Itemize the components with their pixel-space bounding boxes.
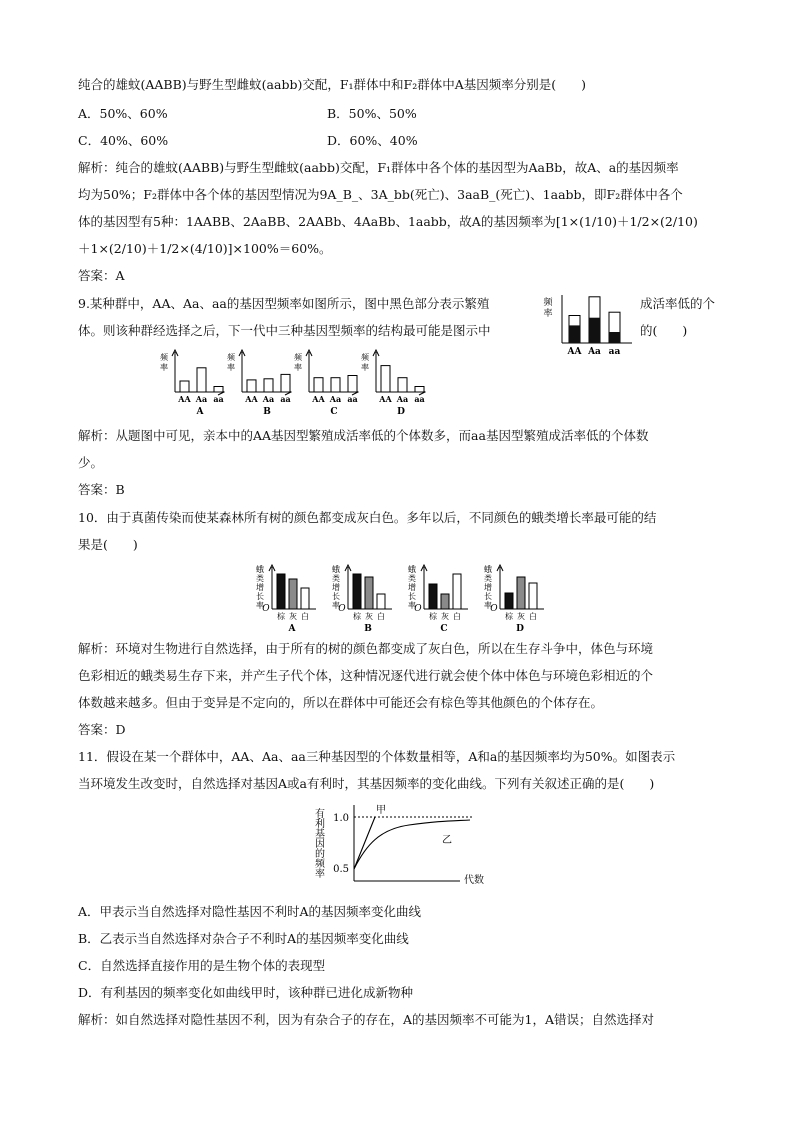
tick-label: 白 bbox=[301, 612, 309, 621]
curve-yi-label: 乙 bbox=[442, 835, 452, 846]
chart-label: A bbox=[288, 624, 296, 634]
bar-白 bbox=[377, 594, 385, 609]
y-axis-label: 率 bbox=[543, 309, 553, 319]
q9-stem-line1a: 9.某种群中，AA、Aa、aa的基因型频率如图所示，图中黑色部分表示繁殖 bbox=[78, 296, 490, 311]
y-axis-label: 率 bbox=[484, 601, 492, 610]
bar-AA bbox=[314, 378, 323, 392]
bar-AA bbox=[180, 381, 189, 392]
bar-棕 bbox=[353, 574, 361, 609]
origin-label: O bbox=[338, 604, 346, 614]
q11-explanation-line1: 解析：如自然选择对隐性基因不利，因为有杂合子的存在，A的基因频率不可能为1，A错误；自然选择对 bbox=[78, 1012, 655, 1027]
bar-aa bbox=[214, 387, 223, 393]
y-axis-label: 率 bbox=[408, 601, 416, 610]
bar-Aa bbox=[264, 379, 273, 392]
tick-label: 灰 bbox=[289, 612, 297, 621]
y-axis-label: 蛾 bbox=[408, 565, 416, 574]
y-axis-label: 长 bbox=[484, 592, 492, 601]
bar-aa bbox=[281, 374, 290, 392]
y-tick-bottom: 0.5 bbox=[333, 864, 349, 875]
bar-black-AA bbox=[569, 325, 580, 343]
q8-option-a: A．50%、60% bbox=[78, 106, 168, 121]
q11-stem-line1: 11．假设在某一个群体中，AA、Aa、aa三种基因型的个体数量相等，A和a的基因频率均为50%。如图表示 bbox=[78, 749, 676, 764]
q8-stem: 纯合的雄蚊(AABB)与野生型雌蚊(aabb)交配，F₁群体中和F₂群体中A基因频率分别是( ) bbox=[78, 77, 586, 92]
tick-label: 灰 bbox=[517, 612, 525, 621]
q8-option-d: D．60%、40% bbox=[327, 133, 418, 148]
q9-stem-line2a: 体。则该种群经选择之后，下一代中三种基因型频率的结构最可能是图示中 bbox=[78, 323, 491, 338]
y-axis-label: 频 bbox=[543, 298, 553, 308]
y-axis-label: 频 bbox=[361, 353, 369, 362]
y-axis-label: 率 bbox=[160, 363, 168, 372]
q9-explanation-line1: 解析：从题图中可见，亲本中的AA基因型繁殖成活率低的个体数多，而aa基因型繁殖成活率低的个体数 bbox=[78, 428, 649, 443]
bar-aa bbox=[348, 376, 357, 393]
tick-label: 灰 bbox=[365, 612, 373, 621]
y-tick-top: 1.0 bbox=[333, 813, 349, 824]
tick-label: 棕 bbox=[505, 612, 513, 621]
q8-answer: 答案：A bbox=[78, 268, 125, 283]
y-axis-label: 频 bbox=[227, 353, 235, 362]
tick-label: 棕 bbox=[353, 612, 361, 621]
tick-label: aa bbox=[347, 394, 358, 404]
q8-explanation-line2: 均为50%；F₂群体中各个体的基因型情况为9A_B_、3A_bb(死亡)、3aaB_(死亡)、1aabb，即F₂群体中各个 bbox=[78, 187, 683, 202]
chart-label: B bbox=[364, 624, 372, 634]
tick-label: AA bbox=[567, 347, 582, 357]
bar-棕 bbox=[429, 584, 437, 609]
q9-explanation-line2: 少。 bbox=[78, 455, 104, 470]
y-axis-label: 长 bbox=[332, 592, 340, 601]
bar-aa bbox=[415, 387, 424, 393]
q8-explanation-line3: 体的基因型有5种：1AABB、2AaBB、2AABb、4AaBb、1aabb，故A的基因频率为[1×(1/10)＋1/2×(2/10) bbox=[78, 214, 698, 229]
tick-label: Aa bbox=[262, 394, 275, 404]
y-axis-label: 因 bbox=[315, 839, 325, 850]
y-axis-label: 类 bbox=[256, 574, 264, 583]
y-axis-label: 类 bbox=[332, 574, 340, 583]
q9-stem-line1b: 成活率低的个 bbox=[640, 296, 716, 311]
tick-label: 白 bbox=[377, 612, 385, 621]
x-axis-label: 代数 bbox=[464, 875, 484, 886]
tick-label: aa bbox=[280, 394, 291, 404]
origin-label: O bbox=[414, 604, 422, 614]
origin-label: O bbox=[262, 604, 270, 614]
chart-label: C bbox=[440, 624, 448, 634]
y-axis-label: 率 bbox=[227, 363, 235, 372]
tick-label: 白 bbox=[529, 612, 537, 621]
bar-棕 bbox=[505, 593, 513, 609]
bar-白 bbox=[453, 574, 461, 609]
q9-stem-line2b: 的( ) bbox=[640, 323, 688, 338]
y-axis-label: 长 bbox=[408, 592, 416, 601]
y-axis-label: 类 bbox=[484, 574, 492, 583]
y-axis-label: 增 bbox=[484, 583, 492, 592]
q11-stem-line2: 当环境发生改变时，自然选择对基因A或a有利时，其基因频率的变化曲线。下列有关叙述正确的是( ) bbox=[78, 776, 655, 791]
y-axis-label: 蛾 bbox=[484, 565, 492, 574]
tick-label: Aa bbox=[329, 394, 342, 404]
tick-label: Aa bbox=[396, 394, 409, 404]
tick-label: AA bbox=[379, 394, 392, 404]
q8-option-c: C．40%、60% bbox=[78, 133, 169, 148]
curve-jia-label: 甲 bbox=[376, 805, 386, 816]
y-axis-label: 率 bbox=[315, 869, 325, 880]
tick-label: Aa bbox=[195, 394, 208, 404]
y-axis-label: 利 bbox=[315, 819, 325, 830]
tick-label: 灰 bbox=[441, 612, 449, 621]
y-axis-label: 蛾 bbox=[332, 565, 340, 574]
y-axis-label: 基 bbox=[315, 829, 325, 840]
y-axis-label: 增 bbox=[408, 583, 416, 592]
q10-option-charts bbox=[250, 563, 550, 635]
y-axis-label: 频 bbox=[160, 353, 168, 362]
q10-explanation-line1: 解析：环境对生物进行自然选择，由于所有的树的颜色都变成了灰白色，所以在生存斗争中，体色与环境 bbox=[78, 641, 654, 656]
q8-explanation-line4: ＋1×(2/10)＋1/2×(4/10)]×100%＝60%。 bbox=[78, 241, 332, 256]
q11-option-a: A．甲表示当自然选择对隐性基因不利时A的基因频率变化曲线 bbox=[78, 904, 422, 919]
y-axis-label: 类 bbox=[408, 574, 416, 583]
chart-label: B bbox=[263, 407, 271, 417]
tick-label: Aa bbox=[588, 347, 601, 357]
q8-option-b: B．50%、50% bbox=[327, 106, 417, 121]
bar-AA bbox=[381, 366, 390, 392]
bar-棕 bbox=[277, 574, 285, 609]
y-axis-label: 的 bbox=[315, 849, 325, 860]
y-axis-label: 率 bbox=[361, 363, 369, 372]
q11-option-d: D．有利基因的频率变化如曲线甲时，该种群已进化成新物种 bbox=[78, 985, 414, 1000]
bar-Aa bbox=[331, 378, 340, 392]
q10-explanation-line2: 色彩相近的蛾类易生存下来，并产生子代个体，这种情况逐代进行就会使个体中体色与环境色彩相近的个 bbox=[78, 668, 654, 683]
y-axis-label: 增 bbox=[332, 583, 340, 592]
bar-灰 bbox=[289, 579, 297, 609]
tick-label: AA bbox=[178, 394, 191, 404]
y-axis-label: 率 bbox=[294, 363, 302, 372]
bar-灰 bbox=[441, 594, 449, 609]
chart-label: A bbox=[196, 407, 204, 417]
tick-label: aa bbox=[414, 394, 425, 404]
q10-explanation-line3: 体数越来越多。但由于变异是不定向的，所以在群体中可能还会有棕色等其他颜色的个体存在。 bbox=[78, 695, 604, 710]
q10-answer: 答案：D bbox=[78, 722, 126, 737]
bar-black-aa bbox=[609, 332, 620, 343]
y-axis-label: 频 bbox=[294, 353, 302, 362]
y-axis-label: 率 bbox=[332, 601, 340, 610]
tick-label: AA bbox=[245, 394, 258, 404]
tick-label: 白 bbox=[453, 612, 461, 621]
y-axis-label: 频 bbox=[315, 859, 325, 870]
tick-label: 棕 bbox=[277, 612, 285, 621]
y-axis-label: 有 bbox=[315, 809, 325, 820]
q10-stem-line2: 果是( ) bbox=[78, 537, 138, 552]
q9-answer: 答案：B bbox=[78, 482, 125, 497]
chart-label: D bbox=[516, 624, 524, 634]
origin-label: O bbox=[490, 604, 498, 614]
bar-Aa bbox=[197, 368, 206, 392]
bar-灰 bbox=[365, 577, 373, 609]
q11-option-b: B．乙表示当自然选择对杂合子不利时A的基因频率变化曲线 bbox=[78, 931, 409, 946]
bar-白 bbox=[301, 588, 309, 609]
bar-AA bbox=[247, 380, 256, 392]
bar-Aa bbox=[398, 378, 407, 392]
bar-black-Aa bbox=[589, 318, 600, 343]
q11-frequency-graph bbox=[310, 803, 500, 893]
chart-label: C bbox=[330, 407, 338, 417]
y-axis-label: 蛾 bbox=[256, 565, 264, 574]
tick-label: aa bbox=[608, 347, 621, 357]
q8-explanation-line1: 解析：纯合的雄蚊(AABB)与野生型雌蚊(aabb)交配，F₁群体中各个体的基因型为AaBb，故A、a的基因频率 bbox=[78, 160, 679, 175]
bar-灰 bbox=[517, 577, 525, 609]
q9-option-charts bbox=[155, 348, 455, 418]
chart-label: D bbox=[397, 407, 405, 417]
y-axis-label: 率 bbox=[256, 601, 264, 610]
bar-白 bbox=[529, 583, 537, 609]
tick-label: aa bbox=[213, 394, 224, 404]
q10-stem-line1: 10．由于真菌传染而使某森林所有树的颜色都变成灰白色。多年以后，不同颜色的蛾类增长率最可能的结 bbox=[78, 510, 657, 525]
q11-option-c: C．自然选择直接作用的是生物个体的表现型 bbox=[78, 958, 326, 973]
q9-main-chart bbox=[542, 293, 632, 359]
y-axis-label: 长 bbox=[256, 592, 264, 601]
tick-label: 棕 bbox=[429, 612, 437, 621]
y-axis-label: 增 bbox=[256, 583, 264, 592]
tick-label: AA bbox=[312, 394, 325, 404]
